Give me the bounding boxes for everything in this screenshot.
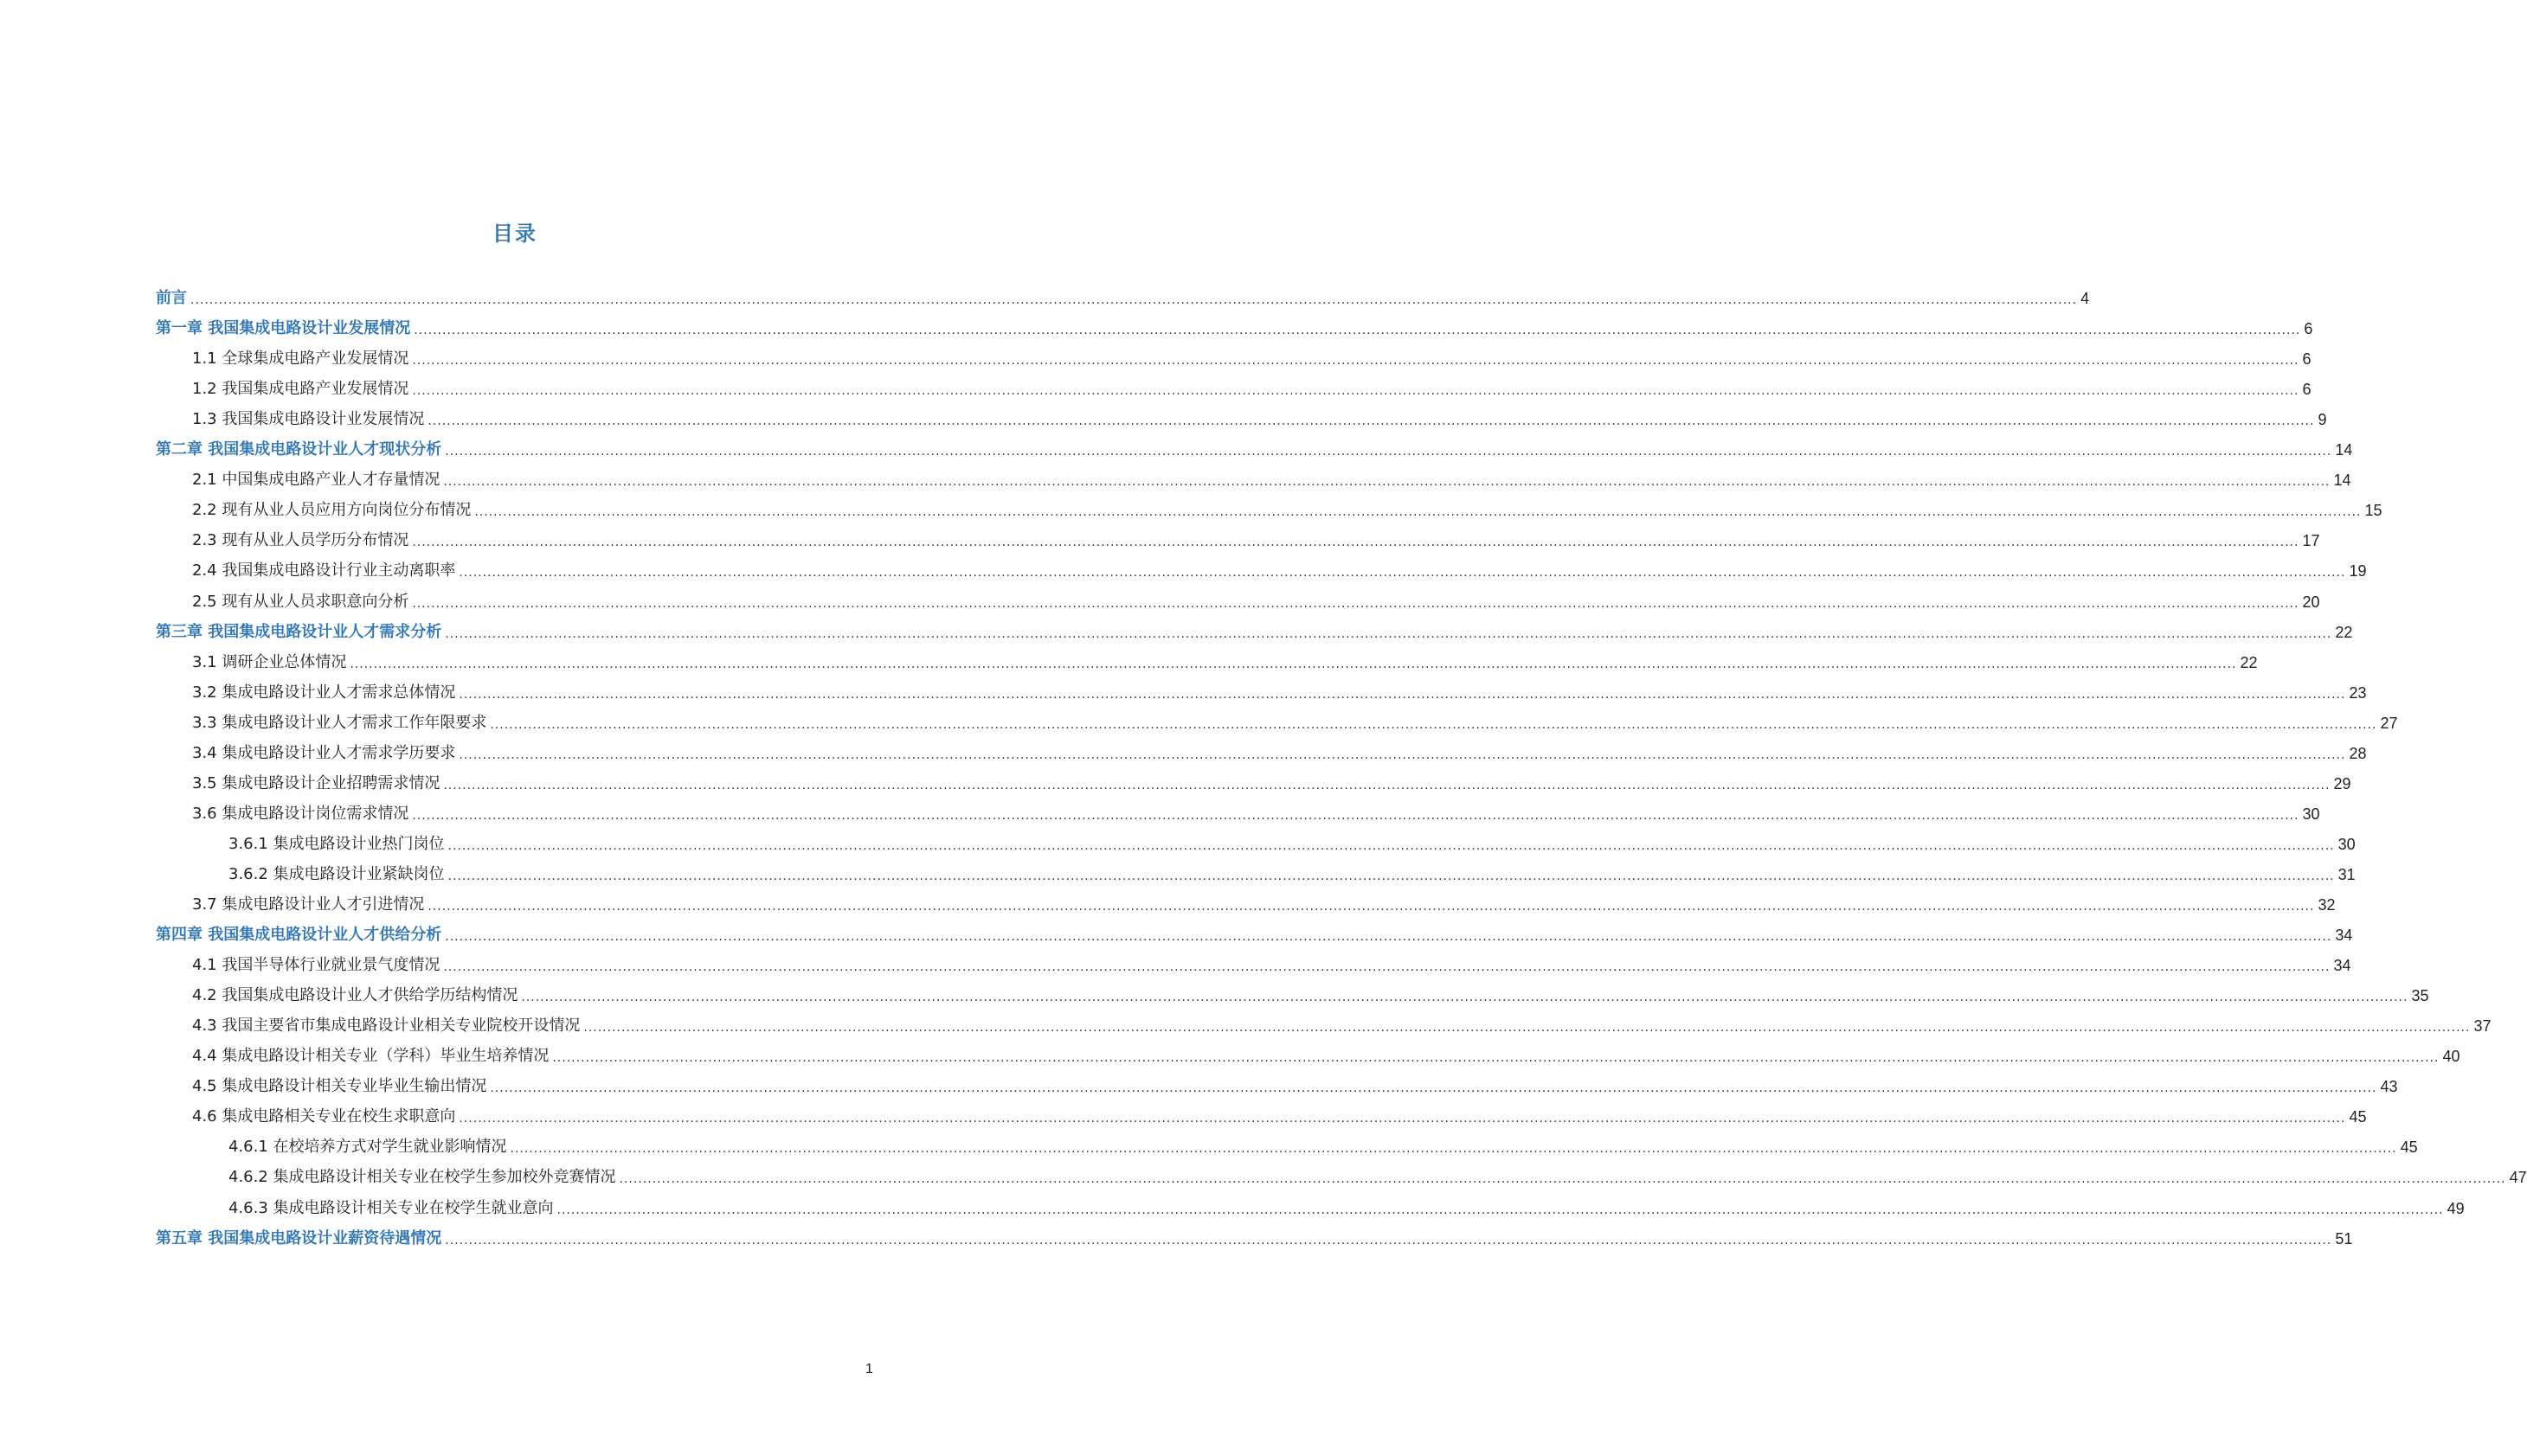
toc-entry-label: 3.5 集成电路设计企业招聘需求情况 (192, 774, 440, 792)
toc-entry-page: 9 (2318, 411, 2327, 428)
toc-leader-dots: ................................................................................................................................................................................................................................................................................................................................................................................................................ (412, 597, 2299, 611)
toc-entry-label: 1.1 全球集成电路产业发展情况 (192, 350, 409, 368)
toc-leader-dots: ................................................................................................................................................................................................................................................................................................................................................................................................................ (459, 566, 2346, 580)
toc-leader-dots: ................................................................................................................................................................................................................................................................................................................................................................................................................ (414, 324, 2301, 337)
toc-entry-label: 4.4 集成电路设计相关专业（学科）毕业生培养情况 (192, 1047, 550, 1065)
toc-leader-dots: ................................................................................................................................................................................................................................................................................................................................................................................................................ (443, 960, 2331, 974)
toc-entry-page: 45 (2400, 1139, 2418, 1156)
toc-entry[interactable] (192, 1013, 2492, 1036)
toc-leader-dots: ................................................................................................................................................................................................................................................................................................................................................................................................................ (556, 1203, 2444, 1217)
toc-entry-label: 2.2 现有从业人员应用方向岗位分布情况 (192, 501, 472, 519)
toc-entry-page: 45 (2349, 1108, 2367, 1126)
toc-entry-label: 前言 (156, 289, 187, 307)
toc-entry-label: 3.6 集成电路设计岗位需求情况 (192, 805, 409, 823)
toc-leader-dots: ................................................................................................................................................................................................................................................................................................................................................................................................................ (190, 293, 2078, 307)
toc-entry-page: 15 (2364, 502, 2382, 519)
toc-leader-dots: ................................................................................................................................................................................................................................................................................................................................................................................................................ (459, 1112, 2346, 1126)
toc-leader-dots: ................................................................................................................................................................................................................................................................................................................................................................................................................ (510, 1142, 2397, 1156)
toc-title: 目录 (492, 221, 537, 246)
toc-entry-page: 32 (2318, 896, 2336, 914)
toc-leader-dots: ................................................................................................................................................................................................................................................................................................................................................................................................................ (428, 900, 2315, 914)
toc-entry-label: 2.1 中国集成电路产业人才存量情况 (192, 471, 440, 489)
toc-entry[interactable] (192, 346, 2312, 369)
toc-entry[interactable] (192, 983, 2429, 1005)
toc-entry-label: 4.1 我国半导体行业就业景气度情况 (192, 956, 440, 974)
toc-entry[interactable] (192, 710, 2398, 733)
toc-entry-page: 40 (2442, 1048, 2460, 1065)
toc-entry-page: 20 (2302, 593, 2320, 611)
toc-entry-label: 第五章 我国集成电路设计业薪资待遇情况 (156, 1229, 442, 1248)
toc-leader-dots: ................................................................................................................................................................................................................................................................................................................................................................................................................ (412, 384, 2299, 398)
toc-entry[interactable] (228, 831, 2356, 854)
toc-entry-page: 51 (2335, 1230, 2353, 1248)
toc-entry[interactable] (192, 1043, 2460, 1066)
toc-entry[interactable] (192, 558, 2367, 580)
toc-entry[interactable] (228, 862, 2356, 884)
toc-leader-dots: ................................................................................................................................................................................................................................................................................................................................................................................................................ (619, 1172, 2506, 1186)
toc-entry-label: 3.6.1 集成电路设计业热门岗位 (228, 835, 445, 853)
toc-entry-label: 第一章 我国集成电路设计业发展情况 (156, 319, 411, 337)
toc-entry-page: 17 (2302, 532, 2320, 549)
toc-leader-dots: ................................................................................................................................................................................................................................................................................................................................................................................................................ (490, 1081, 2377, 1095)
toc-entry-page: 49 (2447, 1200, 2465, 1217)
toc-entry-label: 4.6.3 集成电路设计相关专业在校学生就业意向 (228, 1199, 554, 1217)
toc-entry[interactable] (192, 467, 2351, 490)
toc-entry-page: 30 (2337, 836, 2356, 853)
toc-leader-dots: ................................................................................................................................................................................................................................................................................................................................................................................................................ (474, 505, 2362, 519)
toc-entry-label: 4.5 集成电路设计相关专业毕业生输出情况 (192, 1077, 487, 1095)
toc-entry[interactable] (192, 680, 2367, 702)
toc-entry[interactable] (228, 1196, 2465, 1218)
toc-entry[interactable] (192, 497, 2382, 520)
toc-entry-page: 23 (2349, 684, 2367, 702)
toc-entry-page: 22 (2335, 624, 2353, 641)
toc-entry-label: 3.4 集成电路设计业人才需求学历要求 (192, 744, 456, 762)
toc-entry-label: 1.2 我国集成电路产业发展情况 (192, 380, 409, 398)
toc-entry[interactable] (156, 619, 2353, 642)
toc-leader-dots: ................................................................................................................................................................................................................................................................................................................................................................................................................ (583, 1021, 2471, 1035)
toc-entry-page: 27 (2380, 715, 2398, 732)
toc-leader-dots: ................................................................................................................................................................................................................................................................................................................................................................................................................ (445, 930, 2332, 944)
toc-leader-dots: ................................................................................................................................................................................................................................................................................................................................................................................................................ (459, 688, 2346, 702)
toc-leader-dots: ................................................................................................................................................................................................................................................................................................................................................................................................................ (445, 445, 2332, 459)
toc-entry-label: 2.5 现有从业人员求职意向分析 (192, 593, 409, 611)
toc-entry-label: 4.6.2 集成电路设计相关专业在校学生参加校外竞赛情况 (228, 1168, 616, 1186)
toc-entry[interactable] (192, 952, 2351, 975)
toc-entry-page: 22 (2240, 654, 2258, 671)
toc-leader-dots: ................................................................................................................................................................................................................................................................................................................................................................................................................ (521, 991, 2408, 1004)
toc-leader-dots: ................................................................................................................................................................................................................................................................................................................................................................................................................ (447, 869, 2335, 883)
toc-entry-page: 29 (2333, 775, 2351, 792)
toc-entry-page: 35 (2411, 987, 2429, 1004)
toc-entry-page: 31 (2337, 866, 2356, 883)
toc-entry[interactable] (192, 528, 2320, 550)
toc-entry-label: 4.3 我国主要省市集成电路设计业相关专业院校开设情况 (192, 1017, 581, 1035)
toc-entry[interactable] (156, 316, 2313, 338)
toc-entry-page: 43 (2380, 1078, 2398, 1095)
toc-leader-dots: ................................................................................................................................................................................................................................................................................................................................................................................................................ (445, 627, 2332, 641)
toc-entry-label: 第四章 我国集成电路设计业人才供给分析 (156, 926, 442, 944)
toc-entry-label: 4.6.1 在校培养方式对学生就业影响情况 (228, 1138, 507, 1156)
toc-leader-dots: ................................................................................................................................................................................................................................................................................................................................................................................................................ (350, 657, 2237, 671)
toc-entry[interactable] (192, 741, 2367, 763)
toc-leader-dots: ................................................................................................................................................................................................................................................................................................................................................................................................................ (490, 718, 2377, 732)
page-number: 1 (865, 1362, 873, 1376)
toc-entry-page: 6 (2304, 320, 2313, 337)
toc-entry-page: 6 (2302, 381, 2312, 398)
toc-entry-page: 47 (2509, 1169, 2527, 1186)
toc-entry-page: 4 (2080, 290, 2090, 307)
toc-entry-label: 2.3 现有从业人员学历分布情况 (192, 531, 409, 549)
toc-entry-page: 19 (2349, 562, 2367, 580)
toc-leader-dots: ................................................................................................................................................................................................................................................................................................................................................................................................................ (552, 1051, 2440, 1065)
toc-entry-page: 28 (2349, 745, 2367, 762)
toc-leader-dots: ................................................................................................................................................................................................................................................................................................................................................................................................................ (412, 354, 2299, 368)
toc-entry-label: 3.6.2 集成电路设计业紧缺岗位 (228, 865, 445, 883)
toc-leader-dots: ................................................................................................................................................................................................................................................................................................................................................................................................................ (447, 839, 2335, 853)
toc-entry-page: 6 (2302, 350, 2312, 368)
toc-entry[interactable] (228, 1134, 2418, 1157)
toc-leader-dots: ................................................................................................................................................................................................................................................................................................................................................................................................................ (412, 536, 2299, 549)
toc-entry-label: 4.6 集成电路相关专业在校生求职意向 (192, 1107, 456, 1126)
toc-entry-label: 第三章 我国集成电路设计业人才需求分析 (156, 623, 442, 641)
toc-entry[interactable] (192, 771, 2351, 793)
toc-entry-label: 第二章 我国集成电路设计业人才现状分析 (156, 440, 442, 459)
toc-entry[interactable] (192, 1104, 2367, 1126)
toc-entry-label: 2.4 我国集成电路设计行业主动离职率 (192, 561, 456, 580)
toc-entry-page: 14 (2333, 471, 2351, 489)
toc-entry[interactable] (156, 1226, 2353, 1248)
toc-entry-page: 34 (2333, 957, 2351, 974)
toc-entry-page: 14 (2335, 441, 2353, 459)
toc-entry[interactable] (192, 801, 2320, 824)
toc-entry-page: 34 (2335, 927, 2353, 944)
toc-entry-label: 1.3 我国集成电路设计业发展情况 (192, 410, 425, 428)
toc-leader-dots: ................................................................................................................................................................................................................................................................................................................................................................................................................ (412, 809, 2299, 823)
toc-entry-label: 3.3 集成电路设计业人才需求工作年限要求 (192, 714, 487, 732)
toc-entry[interactable] (192, 407, 2327, 429)
toc-entry[interactable] (192, 376, 2312, 399)
toc-entry[interactable] (156, 285, 2090, 308)
toc-entry[interactable] (192, 650, 2258, 672)
toc-entry-page: 30 (2302, 805, 2320, 823)
toc-entry-label: 3.7 集成电路设计业人才引进情况 (192, 895, 425, 914)
toc-leader-dots: ................................................................................................................................................................................................................................................................................................................................................................................................................ (443, 779, 2331, 792)
toc-leader-dots: ................................................................................................................................................................................................................................................................................................................................................................................................................ (443, 475, 2331, 489)
toc-leader-dots: ................................................................................................................................................................................................................................................................................................................................................................................................................ (445, 1234, 2332, 1248)
toc-entry[interactable] (156, 922, 2353, 945)
toc-entry[interactable] (192, 1074, 2398, 1096)
toc-entry-page: 37 (2473, 1017, 2492, 1035)
toc-entry-label: 4.2 我国集成电路设计业人才供给学历结构情况 (192, 986, 518, 1004)
toc-entry[interactable] (192, 589, 2320, 612)
toc-leader-dots: ................................................................................................................................................................................................................................................................................................................................................................................................................ (428, 414, 2315, 428)
toc-entry[interactable] (228, 1164, 2527, 1187)
toc-entry-label: 3.2 集成电路设计业人才需求总体情况 (192, 683, 456, 702)
toc-entry[interactable] (192, 892, 2336, 914)
toc-entry[interactable] (156, 437, 2353, 459)
toc-leader-dots: ................................................................................................................................................................................................................................................................................................................................................................................................................ (459, 748, 2346, 762)
toc-entry-label: 3.1 调研企业总体情况 (192, 653, 347, 671)
